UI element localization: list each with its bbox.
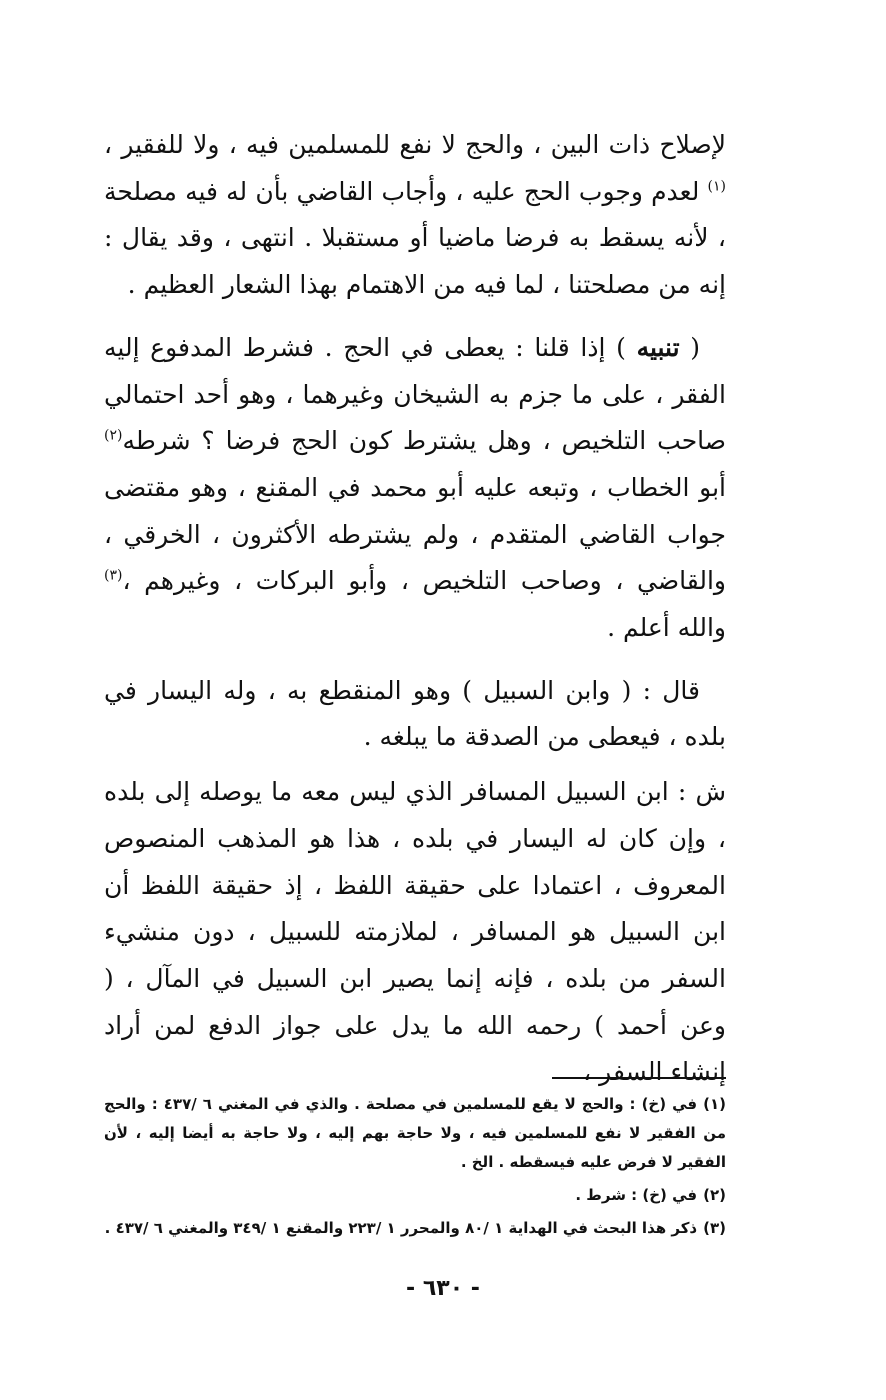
page-number: - ٦٣٠ - (406, 1276, 480, 1301)
footnote-ref-3: (٣) (104, 568, 123, 584)
paragraph-2-open: ( (679, 332, 700, 362)
footnote-text: في (خ) : والحج لا يقع للمسلمين في مصلحة . والذي في المغني ٦ /٤٣٧ : والحج من الفقير لا نفع للمسلمين فيه ، ولا حاجة بهم إليه ، ولا حاجة به أيضا إليه ، لأن الفقير لا فرض عليه فيسقطه . الخ . (104, 1095, 726, 1171)
paragraph-3-text: قال : ( وابن السبيل ) وهو المنقطع به ، وله اليسار في بلده ، فيعطى من الصدقة ما يبلغه . (104, 675, 726, 752)
footnote-ref-1: (١) (707, 178, 726, 195)
main-text (104, 122, 726, 1096)
footnote-2 (104, 1181, 726, 1210)
paragraph-2 (104, 325, 726, 652)
note-heading: تنبيه (636, 332, 680, 362)
footnote-ref-2: (٢) (104, 427, 123, 444)
footnote-mark: (١) (703, 1095, 726, 1113)
footnote-mark: (٣) (703, 1219, 726, 1237)
paragraph-3 (104, 668, 726, 761)
paragraph-2-text-a: ) إذا قلنا : يعطى في الحج . فشرط المدفوع إليه الفقر ، على ما جزم به الشيخان وغيرهما ، وهو أحد احتمالي صاحب التلخيص ، وهل يشترط كون الحج فرضا ؟ شرطه (104, 332, 726, 456)
paragraph-4 (104, 769, 726, 1096)
paragraph-1-rest: لعدم وجوب الحج عليه ، وأجاب القاضي بأن له فيه مصلحة ، لأنه يسقط به فرضا ماضيا أو مستقبلا . انتهى ، وقد يقال : إنه من مصلحتنا ، لما فيه من الاهتمام بهذا الشعار العظيم . (104, 176, 726, 300)
footnote-text: ذكر هذا البحث في الهداية ١ /٨٠ والمحرر ١ /٢٢٣ والمقنع ١ /٣٤٩ والمغني ٦ /٤٣٧ . (104, 1219, 698, 1237)
footnote-1 (104, 1090, 726, 1177)
footnotes (104, 1090, 726, 1247)
paragraph-1 (104, 122, 726, 309)
paragraph-2-text-b: أبو الخطاب ، وتبعه عليه أبو محمد في المقنع ، وهو مقتضى جواب القاضي المتقدم ، ولم يشترطه الأكثرون ، الخرقي ، والقاضي ، وصاحب التلخيص ، وأبو البركات ، وغيرهم ، (104, 472, 726, 596)
paragraph-4-text: ش : ابن السبيل المسافر الذي ليس معه ما يوصله إلى بلده ، وإن كان له اليسار في بلده ، هذا هو المذهب المنصوص المعروف ، اعتمادا على حقيقة اللفظ ، إذ حقيقة اللفظ أن ابن السبيل هو المسافر ، لملازمته للسبيل ، دون منشيء السفر من بلده ، فإنه إنما يصير ابن السبيل في المآل ، ( وعن أحمد ) رحمه الله ما يدل على جواز الدفع لمن أراد إنشاء السفر ، (104, 777, 726, 1087)
paragraph-2-text-c: والله أعلم . (607, 613, 726, 643)
footnote-text: في (خ) : شرط . (575, 1186, 698, 1204)
footnote-3 (104, 1214, 726, 1243)
paragraph-1-text: لإصلاح ذات البين ، والحج لا نفع للمسلمين فيه ، ولا للفقير ، (104, 130, 726, 159)
footnote-separator (552, 1077, 726, 1079)
footnote-mark: (٢) (703, 1186, 726, 1204)
